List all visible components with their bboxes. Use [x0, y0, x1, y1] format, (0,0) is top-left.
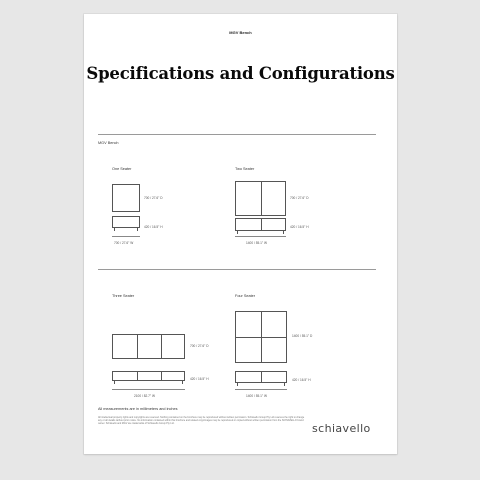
config-label-four: Four Seater — [235, 294, 256, 298]
elevation-one-seater — [112, 216, 140, 228]
config-label-one: One Seater — [112, 167, 132, 171]
page-title: Specifications and Configurations — [86, 64, 395, 83]
dim-width-two: 1400 / 55.1" W — [246, 241, 267, 245]
dim-depth-three: 700 / 27.6" D — [190, 344, 209, 348]
config-label-three: Three Seater — [112, 294, 135, 298]
legal-text: All intellectual property rights and copyrights are reserved. Nothing contained on the brochure may be reproduced without written permission. Schiavello Group Pty Ltd reserves the right to change any or all details without prior notice. No information contained within this brochure and related copy/images may be reproduced or copied without written permission from the SCHIAVELLO brand owner. Schiavello and MGV are trademarks of Schiavello Group Pty Ltd. — [98, 416, 305, 426]
dim-depth-four: 1400 / 55.1" D — [292, 334, 313, 338]
dim-width-one: 700 / 27.6" W — [114, 241, 134, 245]
dim-line-one — [112, 236, 140, 237]
dim-line-two — [235, 236, 286, 237]
header-label: MGV Bench — [229, 30, 252, 35]
brand-logo: schiavello — [312, 422, 371, 435]
dim-depth-two: 700 / 27.6" D — [290, 196, 309, 200]
plan-two-seater — [235, 181, 286, 216]
dim-height-three: 420 / 16.5" H — [190, 377, 209, 381]
elevation-two-seater — [235, 218, 286, 231]
elevation-three-seater — [112, 371, 185, 381]
plan-four-seater — [235, 311, 287, 363]
measurement-note: All measurements are in millimeters and inches — [98, 407, 178, 411]
dim-height-four: 420 / 16.5" H — [292, 378, 311, 382]
spec-sheet — [84, 14, 397, 454]
dim-height-two: 420 / 16.5" H — [290, 225, 309, 229]
dim-line-three — [112, 389, 185, 390]
dim-width-three: 2100 / 82.7" W — [134, 394, 155, 398]
dim-line-four — [235, 389, 287, 390]
config-label-two: Two Seater — [235, 167, 255, 171]
section-divider-top — [98, 134, 376, 135]
section-divider-middle — [98, 269, 376, 270]
dim-width-four: 1400 / 55.1" W — [246, 394, 267, 398]
elevation-four-seater — [235, 371, 287, 383]
plan-one-seater — [112, 184, 140, 212]
dim-height-one: 420 / 16.5" H — [144, 225, 163, 229]
plan-three-seater — [112, 334, 185, 359]
section-label: MGV Bench — [98, 141, 119, 145]
dim-depth-one: 700 / 27.6" D — [144, 196, 163, 200]
